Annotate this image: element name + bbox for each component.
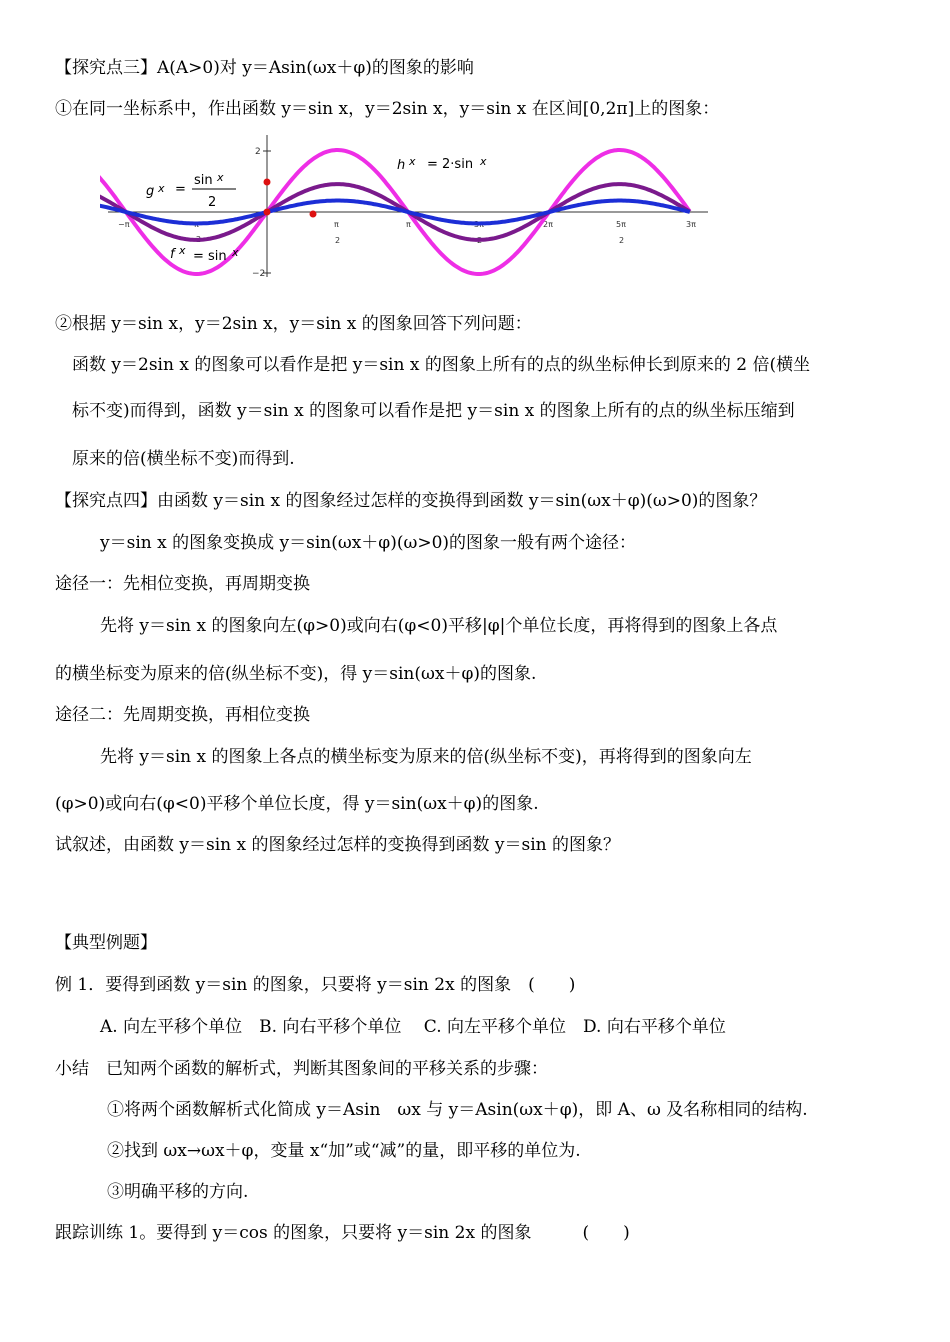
- line-8: y＝sin x 的图象变换成 y＝sin(ωx＋φ)(ω>0)的图象一般有两个途径：: [100, 533, 637, 553]
- line-21: ②找到 ωx→ωx＋φ，变量 x“加”或“减”的量，即平移的单位为.: [107, 1141, 581, 1161]
- line-5: 标不变)而得到，函数 y＝sin x 的图象可以看作是把 y＝sin x 的图象上所有的点的纵坐标压缩到: [72, 401, 795, 421]
- svg-text:−2: −2: [252, 269, 266, 277]
- tick-neg-pi: −π: [118, 220, 130, 229]
- tick-half-pi-den: 2: [335, 236, 341, 245]
- label-g: [146, 171, 236, 210]
- tick-3half-pi-num: 3π: [474, 220, 484, 229]
- tick-3pi: 3π: [686, 220, 696, 229]
- line-10: 先将 y＝sin x 的图象向左(φ>0)或向右(φ<0)平移|φ|个单位长度，再将得到的图象上各点: [100, 616, 778, 636]
- line-18: A. 向左平移个单位 B. 向右平移个单位 C. 向左平移个单位 D. 向右平移个单位: [100, 1017, 726, 1037]
- tick-5half-pi-num: 5π: [616, 220, 626, 229]
- line-14: (φ>0)或向右(φ<0)平移个单位长度，得 y＝sin(ωx＋φ)的图象.: [55, 794, 539, 814]
- svg-text:x: x: [232, 246, 239, 259]
- svg-text:2: 2: [255, 147, 261, 157]
- line-7: 【探究点四】由函数 y＝sin x 的图象经过怎样的变换得到函数 y＝sin(ωx＋φ)(ω>0)的图象？: [55, 491, 767, 511]
- section-heading-examples: 【典型例题】: [55, 933, 157, 953]
- tick-neg-half-pi-den: 2: [196, 235, 202, 244]
- svg-text:2: 2: [208, 195, 217, 210]
- line-6: 原来的倍(横坐标不变)而得到.: [72, 449, 295, 469]
- svg-text:f: f: [170, 247, 175, 262]
- svg-text:x: x: [217, 171, 224, 184]
- svg-text:x: x: [480, 155, 487, 168]
- line-23: 跟踪训练 1。要得到 y＝cos 的图象，只要将 y＝sin 2x 的图象 ( ): [55, 1223, 630, 1243]
- svg-text:= 2·sin: = 2·sin: [427, 157, 474, 172]
- line-17: 例 1．要得到函数 y＝sin 的图象，只要将 y＝sin 2x 的图象 ( ): [55, 975, 576, 995]
- line-1: 【探究点三】A(A>0)对 y＝Asin(ωx＋φ)的图象的影响: [55, 58, 474, 78]
- svg-text:x: x: [409, 155, 416, 168]
- line-2: ①在同一坐标系中，作出函数 y＝sin x，y＝2sin x，y＝sin x 在区间[0,2π]上的图象：: [55, 99, 720, 119]
- svg-text:g: g: [146, 184, 155, 199]
- svg-text:sin: sin: [194, 173, 213, 188]
- line-4: 函数 y＝2sin x 的图象可以看作是把 y＝sin x 的图象上所有的点的纵坐标伸长到原来的 2 倍(横坐: [72, 355, 811, 375]
- tick-2pi: 2π: [543, 220, 553, 229]
- tick-neg-half-pi-num: π: [194, 220, 199, 229]
- point-x-axis: [310, 211, 317, 218]
- point-origin: [264, 209, 271, 216]
- y-tick-bottom: [252, 269, 271, 277]
- line-20: ①将两个函数解析式化简成 y＝Asin ωx 与 y＝Asin(ωx＋φ)，即 A、ω 及名称相同的结构.: [107, 1100, 808, 1120]
- line-13: 先将 y＝sin x 的图象上各点的横坐标变为原来的倍(纵坐标不变)，再将得到的图象向左: [100, 747, 752, 767]
- tick-3half-pi-den: 2: [477, 236, 483, 245]
- tick-5half-pi-den: 2: [619, 236, 625, 245]
- tick-pi: π: [406, 220, 411, 229]
- svg-text:x: x: [158, 182, 165, 195]
- svg-text:x: x: [179, 244, 186, 257]
- label-h: [397, 155, 487, 173]
- line-11: 的横坐标变为原来的倍(纵坐标不变)，得 y＝sin(ωx＋φ)的图象.: [55, 664, 537, 684]
- line-12: 途径二：先周期变换，再相位变换: [55, 705, 310, 725]
- svg-text:=: =: [175, 182, 186, 197]
- line-3: ②根据 y＝sin x，y＝2sin x，y＝sin x 的图象回答下列问题：: [55, 314, 532, 334]
- point-y-axis: [264, 179, 271, 186]
- svg-text:= sin: = sin: [193, 249, 227, 264]
- line-19: 小结 已知两个函数的解析式，判断其图象间的平移关系的步骤：: [55, 1059, 548, 1079]
- y-tick-top: [255, 147, 271, 157]
- svg-text:h: h: [397, 158, 406, 173]
- line-22: ③明确平移的方向.: [107, 1182, 249, 1202]
- tick-half-pi-num: π: [334, 220, 339, 229]
- line-9: 途径一：先相位变换，再周期变换: [55, 574, 310, 594]
- sine-graph: [100, 132, 710, 277]
- line-15: 试叙述，由函数 y＝sin x 的图象经过怎样的变换得到函数 y＝sin 的图象？: [55, 835, 621, 855]
